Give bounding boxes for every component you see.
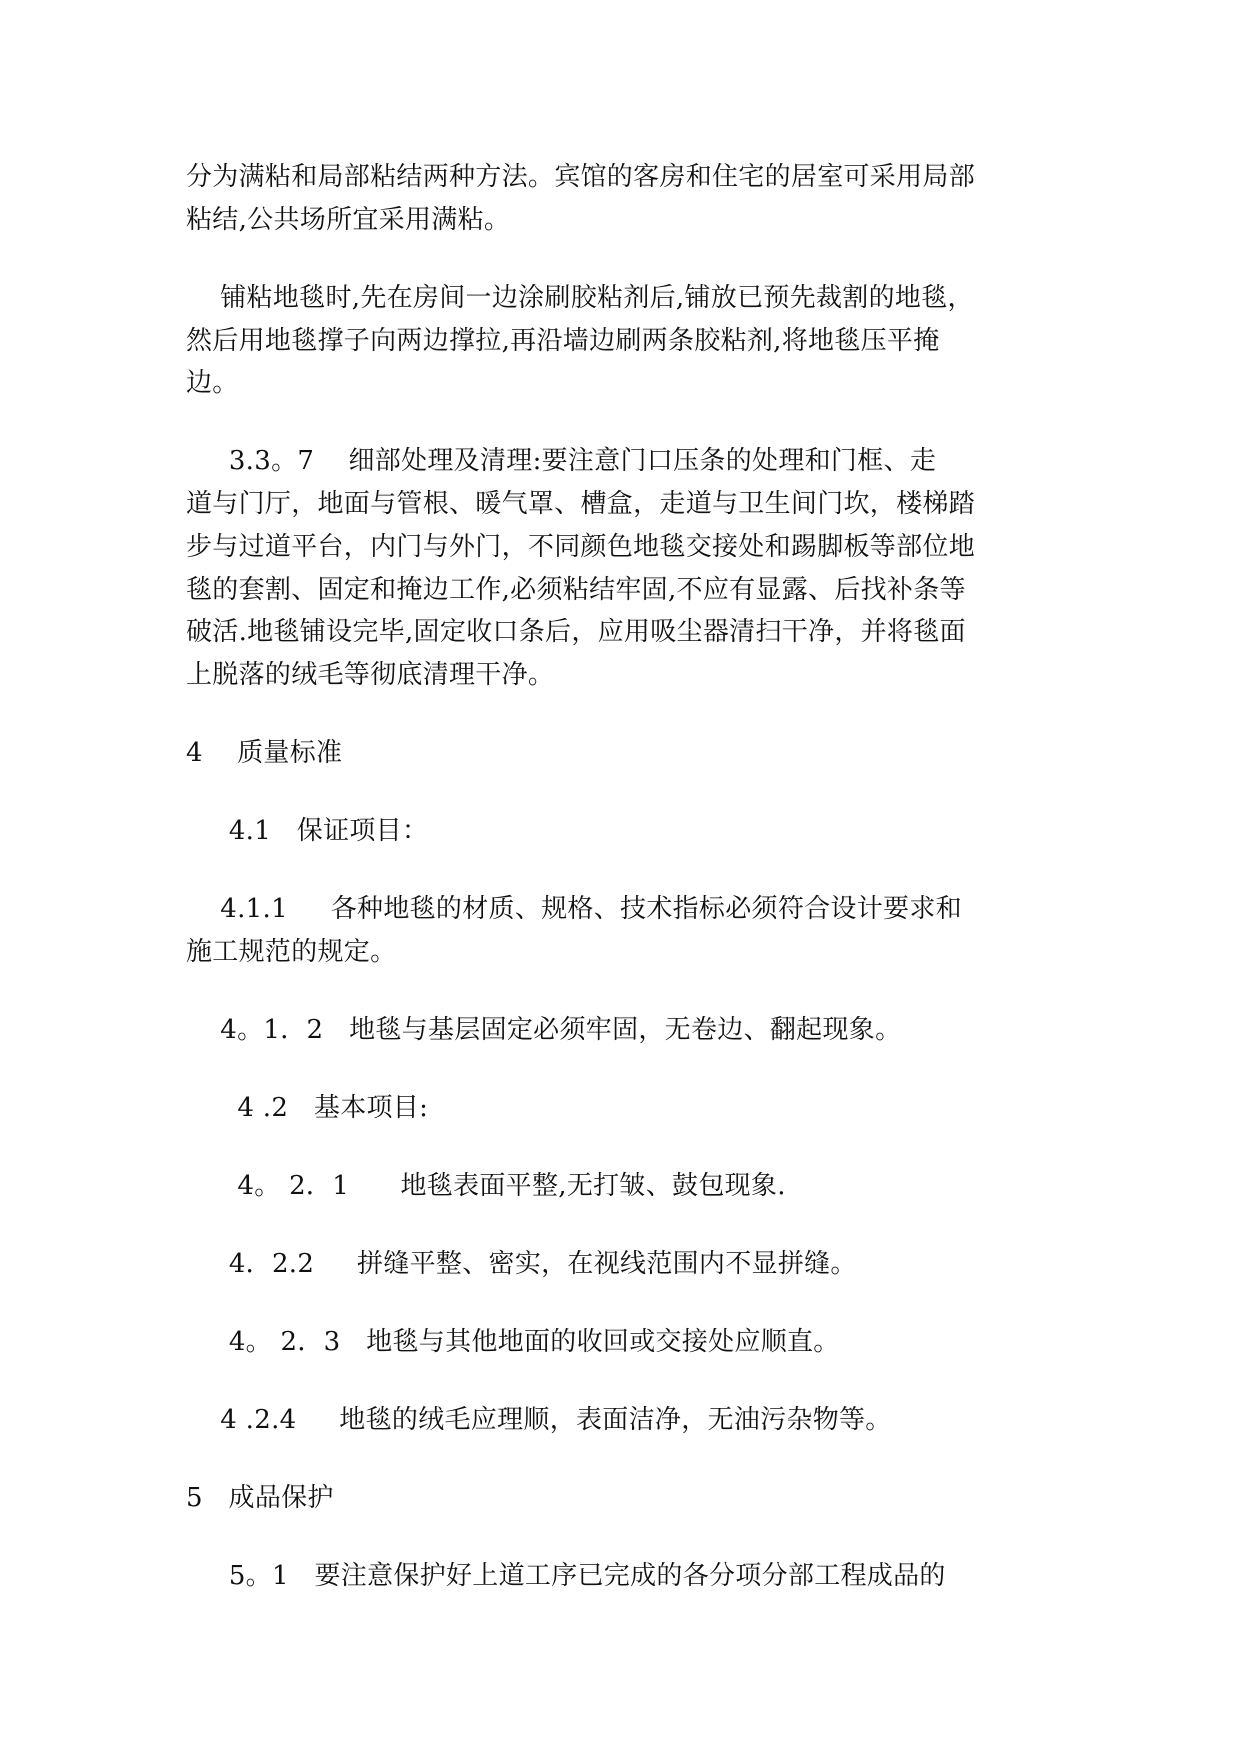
subsection-heading: 4 .2 基本项目: xyxy=(186,1093,429,1123)
text-line: 破活.地毯铺设完毕,固定收口条后，应用吸尘器清扫干净，并将毯面 xyxy=(186,617,966,647)
text-line: 4.1.1 各种地毯的材质、规格、技术指标必须符合设计要求和 xyxy=(186,894,962,924)
text-line: 4。 2．1 地毯表面平整,无打皱、鼓包现象. xyxy=(186,1171,786,1201)
text-line: 4。1．2 地毯与基层固定必须牢固，无卷边、翻起现象。 xyxy=(186,1015,902,1045)
text-line: 铺粘地毯时,先在房间一边涂刷胶粘剂后,铺放已预先裁割的地毯， xyxy=(186,283,974,313)
text-line: 道与门厅，地面与管根、暖气罩、槽盒，走道与卫生间门坎，楼梯踏 xyxy=(186,489,976,519)
text-line: 然后用地毯撑子向两边撑拉,再沿墙边刷两条胶粘剂,将地毯压平掩 xyxy=(186,326,940,356)
text-line: 毯的套割、固定和掩边工作,必须粘结牢固,不应有显露、后找补条等 xyxy=(186,575,966,605)
text-line: 边。 xyxy=(186,368,239,398)
text-line: 步与过道平台，内门与外门，不同颜色地毯交接处和踢脚板等部位地 xyxy=(186,532,976,562)
text-line: 4。 2．3 地毯与其他地面的收回或交接处应顺直。 xyxy=(186,1327,840,1357)
section-heading: 4 质量标准 xyxy=(186,738,343,768)
text-line: 4．2.2 拼缝平整、密实，在视线范围内不显拼缝。 xyxy=(186,1249,857,1279)
section-heading: 5 成品保护 xyxy=(186,1483,334,1513)
text-line: 施工规范的规定。 xyxy=(186,937,397,967)
text-line: 5。1 要注意保护好上道工序已完成的各分项分部工程成品的 xyxy=(186,1561,946,1591)
text-line: 分为满粘和局部粘结两种方法。宾馆的客房和住宅的居室可采用局部 xyxy=(186,162,976,192)
text-line: 3.3。7 细部处理及清理:要注意门口压条的处理和门框、走 xyxy=(186,446,937,476)
text-line: 粘结,公共场所宜采用满粘。 xyxy=(186,205,511,235)
subsection-heading: 4.1 保证项目： xyxy=(186,816,429,846)
text-line: 4 .2.4 地毯的绒毛应理顺，表面洁净，无油污杂物等。 xyxy=(186,1405,892,1435)
text-line: 上脱落的绒毛等彻底清理干净。 xyxy=(186,660,555,690)
